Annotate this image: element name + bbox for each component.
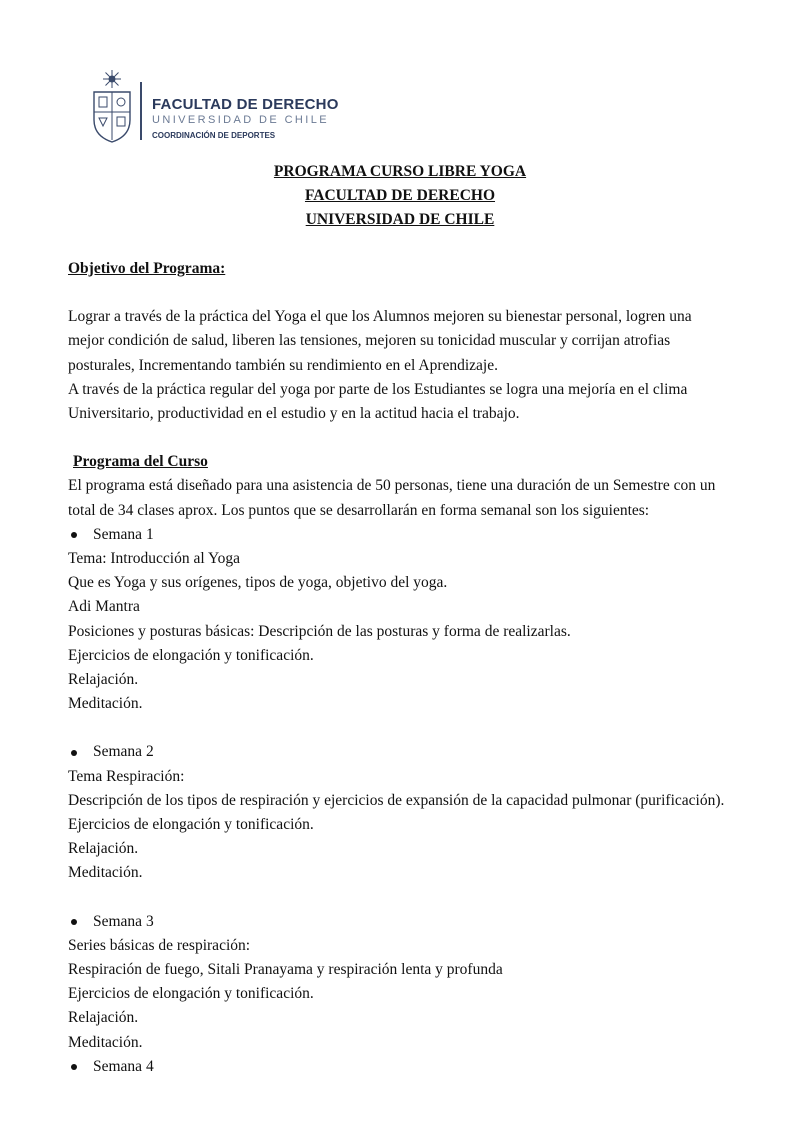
week-line: Meditación.: [68, 1033, 143, 1051]
week-line: Meditación.: [68, 695, 143, 713]
logo-department: COORDINACIÓN DE DEPORTES: [152, 131, 276, 140]
document-titles: [0, 160, 800, 232]
week-2-item: [68, 740, 728, 764]
week-line: Ejercicios de elongación y tonificación.: [68, 985, 314, 1003]
logo-divider: [140, 82, 142, 140]
university-crest-icon: [88, 68, 136, 144]
week-line: Posiciones y posturas básicas: Descripción de las posturas y forma de realizarlas.: [68, 622, 571, 640]
week-line: Tema Respiración:: [68, 767, 185, 785]
program-heading: Programa del Curso: [73, 453, 208, 471]
document-body: [68, 257, 728, 1079]
logo-subtitle: UNIVERSIDAD DE CHILE: [152, 114, 329, 126]
week-line: Descripción de los tipos de respiración y ejercicios de expansión de la capacidad pulmonar (purificación).: [68, 791, 725, 809]
bullet-icon: [71, 532, 77, 538]
week-label: Semana 2: [93, 743, 154, 761]
week-3-item: [68, 910, 728, 934]
week-line: Series básicas de respiración:: [68, 936, 251, 954]
title-university: UNIVERSIDAD DE CHILE: [305, 211, 495, 228]
week-1-item: [68, 523, 728, 547]
title-program: PROGRAMA CURSO LIBRE YOGA: [273, 163, 527, 180]
week-line: Adi Mantra: [68, 598, 140, 616]
week-line: Meditación.: [68, 864, 143, 882]
objective-paragraph-2: A través de la práctica regular del yoga por parte de los Estudiantes se logra una mejoría en el clima Universitario, productividad en el estudio y en la actitud hacia el trabajo.: [68, 380, 688, 423]
objective-paragraph-1: Lograr a través de la práctica del Yoga el que los Alumnos mejoren su bienestar personal, logren una mejor condición de salud, liberen las tensiones, mejoren su tonicidad muscular y corrijan atrofias posturales, Incrementando también su rendimiento en el Aprendizaje.: [68, 308, 692, 374]
bullet-icon: [71, 750, 77, 756]
week-line: Ejercicios de elongación y tonificación.: [68, 646, 314, 664]
week-label: Semana 1: [93, 525, 154, 543]
week-line: Tema: Introducción al Yoga: [68, 550, 240, 568]
week-label: Semana 4: [93, 1057, 154, 1075]
week-label: Semana 3: [93, 912, 154, 930]
week-line: Respiración de fuego, Sitali Pranayama y respiración lenta y profunda: [68, 961, 503, 979]
week-4-item: [68, 1055, 728, 1079]
week-line: Que es Yoga y sus orígenes, tipos de yoga, objetivo del yoga.: [68, 574, 448, 592]
faculty-logo: [88, 68, 339, 146]
week-line: Relajación.: [68, 840, 139, 858]
logo-title: FACULTAD DE DERECHO: [152, 96, 339, 113]
week-line: Ejercicios de elongación y tonificación.: [68, 816, 314, 834]
bullet-icon: [71, 1064, 77, 1070]
program-intro: El programa está diseñado para una asistencia de 50 personas, tiene una duración de un Semestre con un total de 34 clases aprox. Los puntos que se desarrollarán en forma semanal son los siguientes:: [68, 477, 716, 519]
objective-heading: Objetivo del Programa:: [68, 260, 226, 277]
bullet-icon: [71, 919, 77, 925]
title-faculty: FACULTAD DE DERECHO: [304, 187, 496, 204]
week-line: Relajación.: [68, 671, 139, 689]
week-line: Relajación.: [68, 1009, 139, 1027]
